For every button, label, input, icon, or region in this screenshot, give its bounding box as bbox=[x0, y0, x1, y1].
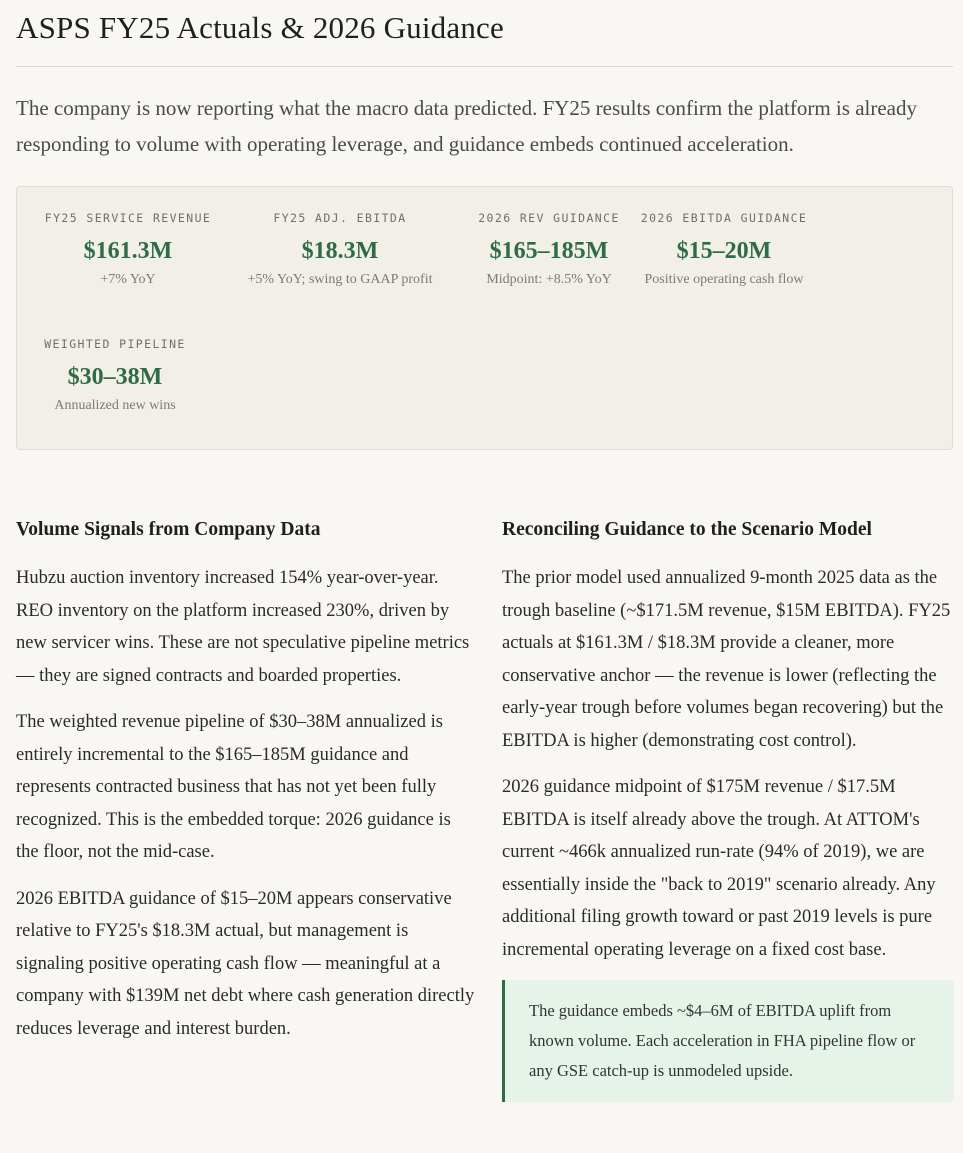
metric-label: FY25 ADJ. EBITDA bbox=[273, 211, 407, 225]
left-paragraph: 2026 EBITDA guidance of $15–20M appears conservative relative to FY25's $18.3M actual, but management is signaling positive operating cash flow — meaningful at a company with $139M net debt where cash generation directly reduces leverage and interest burden. bbox=[16, 888, 475, 1039]
page-title: ASPS FY25 Actuals & 2026 Guidance bbox=[16, 10, 504, 45]
right-column bbox=[502, 514, 954, 1102]
metric-value: $18.3M bbox=[301, 238, 379, 264]
metric-value: $165–185M bbox=[489, 238, 609, 264]
metric-value: $15–20M bbox=[676, 238, 772, 264]
metric-subtext: Annualized new wins bbox=[54, 398, 176, 413]
left-paragraph: The weighted revenue pipeline of $30–38M annualized is entirely incremental to the $165–185M guidance and represents contracted business that has not yet been fully recognized. This is the embedded torque: 2026 guidance is the floor, not the mid-case. bbox=[16, 712, 451, 862]
metric-label: 2026 REV GUIDANCE bbox=[478, 211, 620, 225]
metric-fy25-adj-ebitda bbox=[243, 211, 437, 288]
metric-subtext: +5% YoY; swing to GAAP profit bbox=[247, 272, 433, 287]
metric-label: 2026 EBITDA GUIDANCE bbox=[640, 211, 808, 225]
metric-label: WEIGHTED PIPELINE bbox=[44, 337, 186, 351]
right-paragraph: The prior model used annualized 9-month 2025 data as the trough baseline (~$171.5M revenue, $15M EBITDA). FY25 actuals at $161.3M / $18.3M provide a cleaner, more conservative anchor — the revenue is lower (reflecting the early-year trough before volumes began recovering) but the EBITDA is higher (demonstrating cost control). bbox=[502, 568, 951, 751]
title-divider bbox=[16, 66, 953, 67]
right-column-heading: Reconciling Guidance to the Scenario Model bbox=[502, 519, 872, 540]
metric-2026-rev-guidance bbox=[457, 211, 641, 288]
metric-subtext: Positive operating cash flow bbox=[644, 272, 804, 287]
left-paragraph: Hubzu auction inventory increased 154% year-over-year. REO inventory on the platform increased 230%, driven by new servicer wins. These are not speculative pipeline metrics — they are signed contracts and boarded properties. bbox=[16, 568, 470, 686]
intro-paragraph: The company is now reporting what the macro data predicted. FY25 results confirm the platform is already responding to volume with operating leverage, and guidance embeds continued acceleration. bbox=[16, 96, 917, 156]
metric-2026-ebitda-guidance bbox=[631, 211, 817, 288]
metric-subtext: +7% YoY bbox=[100, 272, 156, 287]
metric-value: $161.3M bbox=[83, 238, 173, 264]
metric-label: FY25 SERVICE REVENUE bbox=[44, 211, 212, 225]
left-column bbox=[16, 514, 476, 1059]
left-column-heading: Volume Signals from Company Data bbox=[16, 519, 321, 540]
metric-value: $30–38M bbox=[67, 364, 163, 390]
right-paragraph: 2026 guidance midpoint of $175M revenue / $17.5M EBITDA is itself already above the trough. At ATTOM's current ~466k annualized run-rate (94% of 2019), we are essentially inside the "back to 2019" scenario already. Any additional filing growth toward or past 2019 levels is pure incremental operating leverage on a fixed cost base. bbox=[502, 777, 936, 960]
metric-subtext: Midpoint: +8.5% YoY bbox=[486, 272, 612, 287]
metrics-panel bbox=[16, 186, 953, 450]
callout-box: The guidance embeds ~$4–6M of EBITDA uplift from known volume. Each acceleration in FHA pipeline flow or any GSE catch-up is unmodeled upside. bbox=[502, 980, 954, 1102]
metric-fy25-service-revenue bbox=[35, 211, 221, 288]
metric-weighted-pipeline bbox=[35, 337, 195, 414]
